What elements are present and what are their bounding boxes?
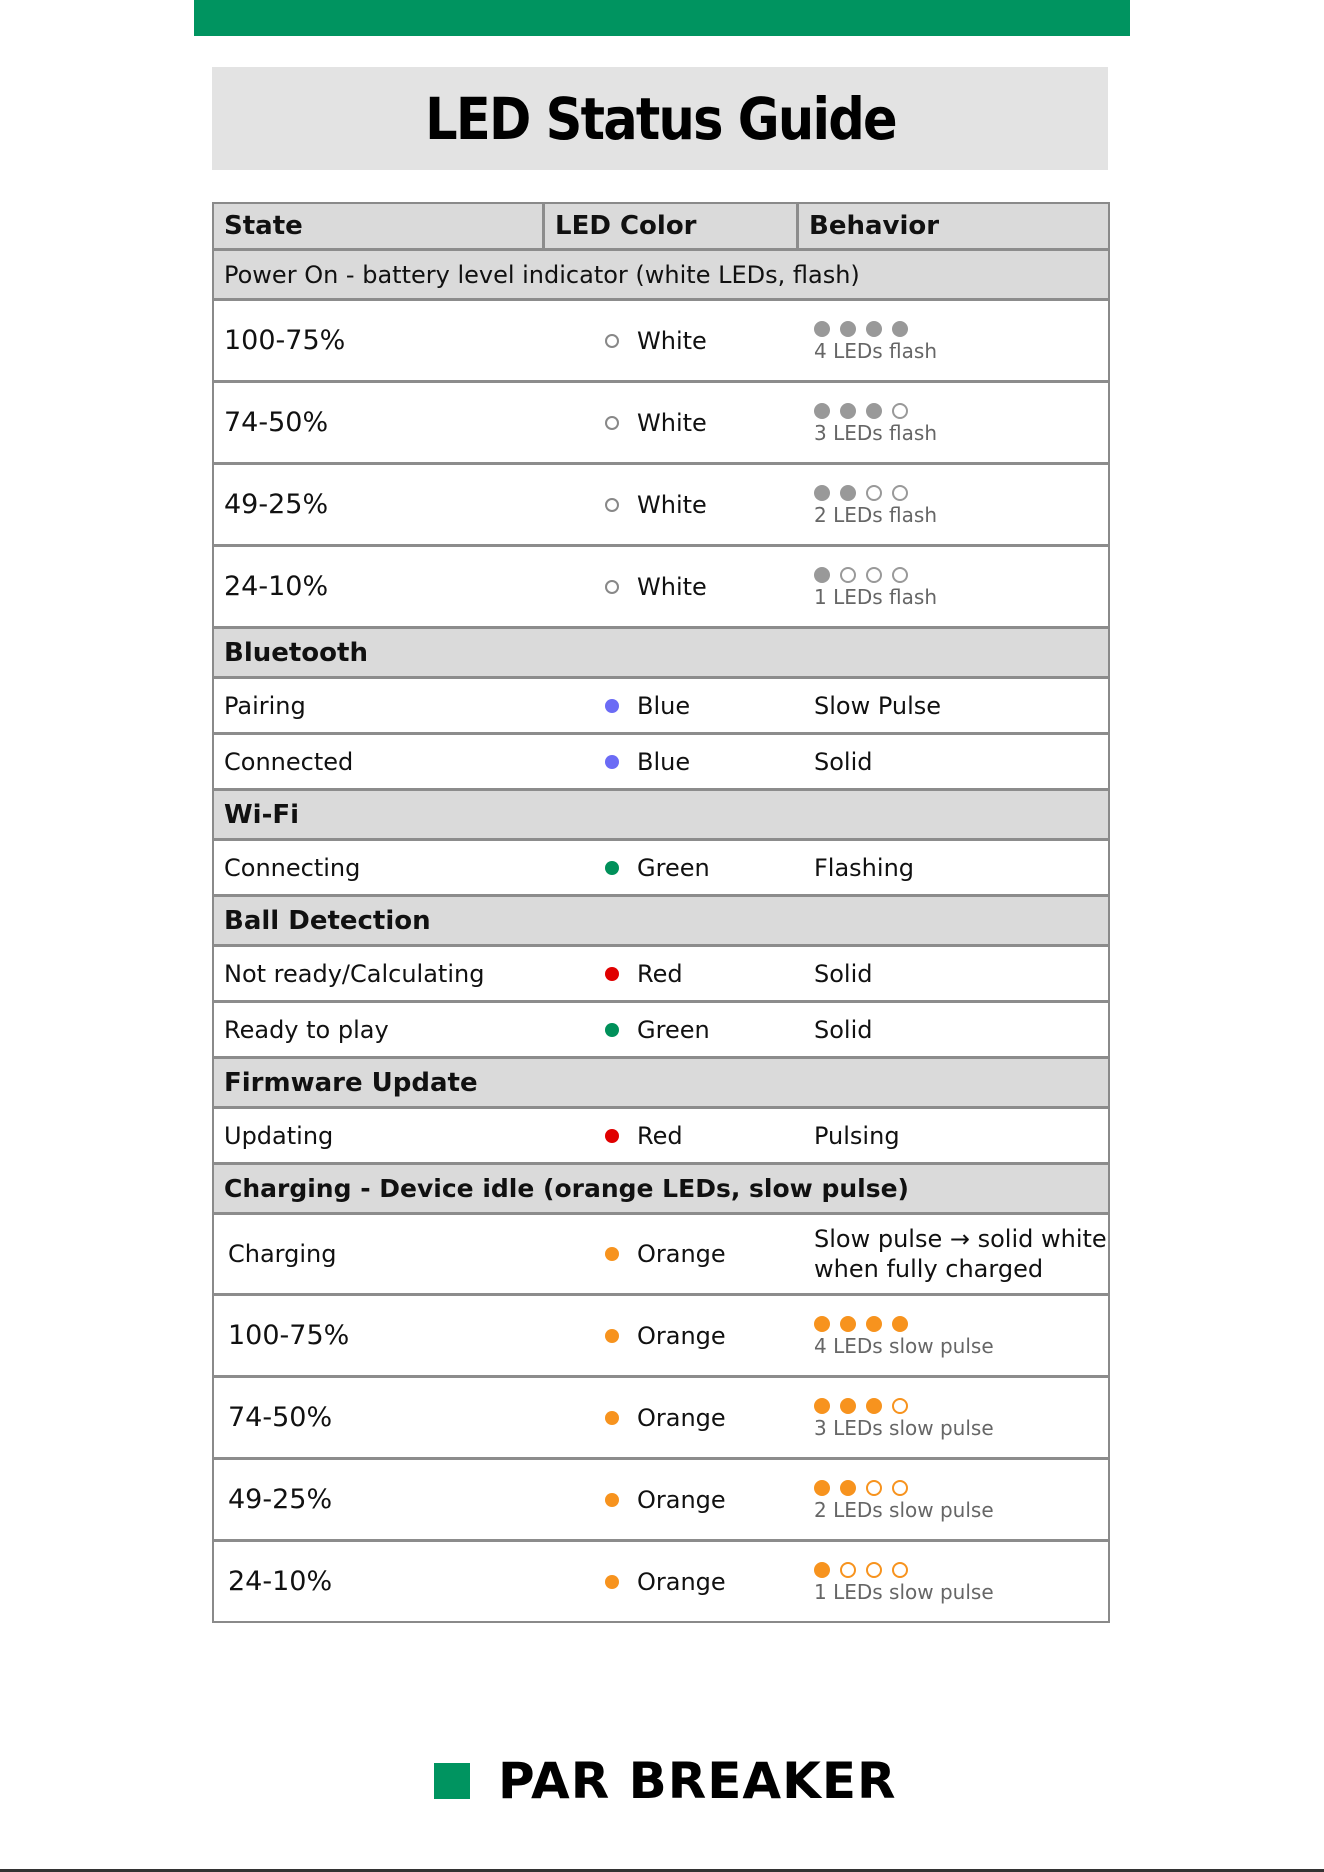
led-on-icon [814, 403, 830, 419]
header-behavior: Behavior [809, 211, 940, 241]
led-off-icon [892, 1398, 908, 1414]
led-color-label: White [637, 490, 707, 519]
table-row [214, 838, 1108, 894]
led-on-icon [892, 321, 908, 337]
table-header [214, 204, 1108, 248]
table-row [214, 732, 1108, 788]
state-cell: Charging [228, 1240, 337, 1268]
led-on-icon [866, 1316, 882, 1332]
behavior-cell: Pulsing [814, 1121, 900, 1150]
led-dot-icon [605, 1411, 619, 1425]
behavior-cell [804, 319, 1108, 363]
led-off-icon [892, 567, 908, 583]
state-cell: 24-10% [228, 1566, 333, 1597]
table-row [214, 1000, 1108, 1056]
led-caption: 1 LEDs flash [814, 584, 937, 609]
section-firmware-update [214, 1056, 1108, 1106]
behavior-cell [804, 1314, 1108, 1358]
led-on-icon [866, 1398, 882, 1414]
led-on-icon [840, 403, 856, 419]
led-on-icon [814, 1480, 830, 1496]
behavior-cell [804, 483, 1108, 527]
led-off-icon [866, 1562, 882, 1578]
state-cell: Connecting [224, 853, 361, 882]
table-row [214, 462, 1108, 544]
state-cell: Updating [224, 1121, 334, 1150]
led-dot-icon [605, 580, 619, 594]
behavior-cell: Flashing [814, 853, 915, 882]
led-on-icon [814, 567, 830, 583]
led-off-icon [866, 485, 882, 501]
section-title: Charging - Device idle (orange LEDs, slow pulse) [224, 1174, 909, 1203]
led-color-cell [595, 1568, 804, 1596]
led-on-icon [840, 1398, 856, 1414]
led-dot-icon [605, 334, 619, 348]
led-color-label: White [637, 326, 707, 355]
led-indicator-row [814, 319, 1108, 339]
section-charging [214, 1162, 1108, 1212]
led-color-label: Orange [637, 1321, 726, 1350]
led-on-icon [840, 1316, 856, 1332]
led-color-cell [595, 1486, 804, 1514]
led-indicator-row [814, 401, 1108, 421]
led-off-icon [892, 403, 908, 419]
led-color-cell [595, 327, 804, 355]
state-cell: 49-25% [224, 489, 329, 520]
led-off-icon [892, 1480, 908, 1496]
title-banner [212, 67, 1108, 170]
led-on-icon [866, 321, 882, 337]
behavior-line-1: Slow pulse → solid white [814, 1225, 1107, 1253]
state-cell: 24-10% [224, 571, 329, 602]
led-caption: 1 LEDs slow pulse [814, 1579, 994, 1604]
led-color-label: Red [637, 959, 683, 988]
led-on-icon [866, 403, 882, 419]
led-dot-icon [605, 498, 619, 512]
led-off-icon [866, 1480, 882, 1496]
led-color-cell [595, 573, 804, 601]
state-cell: 74-50% [228, 1402, 333, 1433]
behavior-line-2: when fully charged [814, 1255, 1044, 1283]
section-wifi [214, 788, 1108, 838]
table-row [214, 298, 1108, 380]
led-dot-icon [605, 1493, 619, 1507]
led-color-label: Orange [637, 1240, 726, 1268]
page-title: LED Status Guide [424, 84, 896, 153]
led-color-label: Orange [637, 1567, 726, 1596]
led-caption: 2 LEDs flash [814, 502, 937, 527]
led-off-icon [840, 1562, 856, 1578]
led-dot-icon [605, 1247, 619, 1261]
behavior-cell [804, 1396, 1108, 1440]
header-led-color: LED Color [545, 204, 799, 248]
led-color-label: Green [637, 853, 710, 882]
led-indicator-row [814, 1396, 1108, 1416]
behavior-cell [804, 1478, 1108, 1522]
state-cell: 49-25% [228, 1484, 333, 1515]
led-dot-icon [605, 1023, 619, 1037]
led-color-label: Blue [637, 691, 691, 720]
table-row [214, 1539, 1108, 1621]
brand-logo [434, 1752, 897, 1810]
behavior-cell: Solid [814, 959, 873, 988]
behavior-cell: Slow Pulse [814, 691, 942, 720]
state-cell: Pairing [224, 691, 306, 720]
led-dot-icon [605, 1129, 619, 1143]
led-color-cell [595, 1122, 804, 1150]
led-color-cell [595, 854, 804, 882]
led-on-icon [892, 1316, 908, 1332]
led-color-cell [595, 960, 804, 988]
led-color-cell [595, 692, 804, 720]
behavior-cell [804, 565, 1108, 609]
table-row [214, 380, 1108, 462]
led-on-icon [840, 321, 856, 337]
led-dot-icon [605, 755, 619, 769]
state-cell: Not ready/Calculating [224, 959, 485, 988]
section-title: Bluetooth [224, 637, 368, 668]
behavior-cell [804, 1560, 1108, 1604]
led-indicator-row [814, 565, 1108, 585]
table-row [214, 1457, 1108, 1539]
behavior-cell: Solid [814, 1015, 873, 1044]
led-dot-icon [605, 1575, 619, 1589]
led-caption: 2 LEDs slow pulse [814, 1497, 994, 1522]
state-cell: 100-75% [224, 325, 346, 356]
header-state: State [214, 204, 545, 248]
led-off-icon [840, 567, 856, 583]
led-indicator-row [814, 483, 1108, 503]
led-off-icon [892, 485, 908, 501]
table-row [214, 944, 1108, 1000]
led-indicator-row [814, 1314, 1108, 1334]
behavior-cell: Solid [814, 747, 873, 776]
led-color-cell [595, 491, 804, 519]
led-status-table [212, 202, 1110, 1623]
table-row [214, 1293, 1108, 1375]
led-off-icon [866, 567, 882, 583]
led-on-icon [814, 1316, 830, 1332]
led-indicator-row [814, 1560, 1108, 1580]
led-caption: 4 LEDs flash [814, 338, 937, 363]
table-row [214, 1106, 1108, 1162]
led-color-label: Blue [637, 747, 691, 776]
logo-square-icon [434, 1763, 470, 1799]
led-on-icon [840, 485, 856, 501]
state-cell: Connected [224, 747, 354, 776]
section-power-on [214, 248, 1108, 298]
led-color-label: Orange [637, 1485, 726, 1514]
led-color-label: White [637, 572, 707, 601]
led-indicator-row [814, 1478, 1108, 1498]
led-color-cell [595, 748, 804, 776]
led-color-cell [595, 409, 804, 437]
led-caption: 3 LEDs flash [814, 420, 937, 445]
led-off-icon [892, 1562, 908, 1578]
section-ball-detection [214, 894, 1108, 944]
logo-text: PAR BREAKER [498, 1752, 897, 1810]
table-row [214, 1375, 1108, 1457]
led-dot-icon [605, 967, 619, 981]
table-row [214, 676, 1108, 732]
section-bluetooth [214, 626, 1108, 676]
led-color-cell [595, 1240, 804, 1268]
led-dot-icon [605, 1329, 619, 1343]
led-on-icon [814, 1562, 830, 1578]
led-caption: 3 LEDs slow pulse [814, 1415, 994, 1440]
led-dot-icon [605, 861, 619, 875]
section-title: Power On - battery level indicator (white LEDs, flash) [224, 260, 860, 289]
section-title: Firmware Update [224, 1067, 478, 1098]
section-title: Wi-Fi [224, 799, 300, 830]
led-caption: 4 LEDs slow pulse [814, 1333, 994, 1358]
led-color-label: Orange [637, 1403, 726, 1432]
led-color-label: Green [637, 1015, 710, 1044]
led-on-icon [814, 321, 830, 337]
state-cell: Ready to play [224, 1015, 389, 1044]
led-on-icon [840, 1480, 856, 1496]
led-color-cell [595, 1322, 804, 1350]
led-color-label: White [637, 408, 707, 437]
led-color-cell [595, 1404, 804, 1432]
state-cell: 100-75% [228, 1320, 350, 1351]
top-accent-bar [194, 0, 1130, 36]
behavior-cell [804, 1224, 1108, 1284]
led-dot-icon [605, 416, 619, 430]
state-cell: 74-50% [224, 407, 329, 438]
led-on-icon [814, 485, 830, 501]
led-dot-icon [605, 699, 619, 713]
led-color-label: Red [637, 1121, 683, 1150]
led-on-icon [814, 1398, 830, 1414]
section-title: Ball Detection [224, 905, 431, 936]
table-row-charging [214, 1212, 1108, 1293]
behavior-cell [804, 401, 1108, 445]
table-row [214, 544, 1108, 626]
led-color-cell [595, 1016, 804, 1044]
